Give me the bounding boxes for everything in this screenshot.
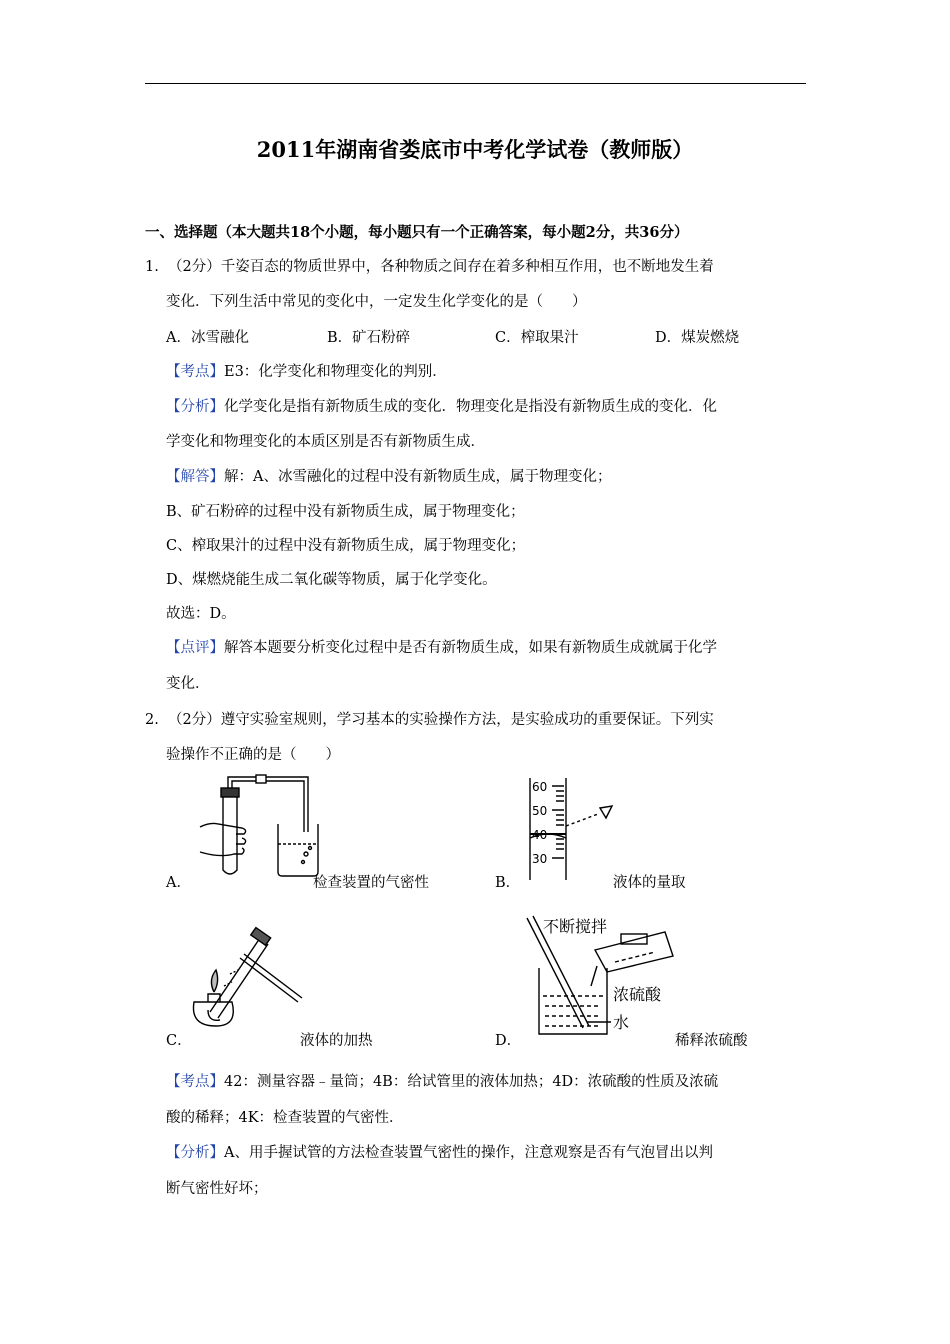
dianping-tag: 【点评】: [166, 640, 224, 656]
q1-option-c: C．榨取果汁: [495, 330, 579, 346]
jieda-text: 解：A、冰雪融化的过程中没有新物质生成，属于物理变化；: [224, 469, 612, 485]
q2-option-a-letter: A．: [166, 875, 191, 891]
q1-stem-line1: （2分）千姿百态的物质世界中，各种物质之间存在着多种相互作用，也不断地发生着: [168, 259, 714, 275]
q2-option-b-caption: 液体的量取: [613, 875, 686, 891]
cylinder-tick-50: 50: [532, 804, 548, 818]
figure-airtightness-check: [190, 772, 320, 882]
q2-fenxi-line1: [166, 1143, 713, 1163]
header-rule: [145, 83, 806, 84]
fenxi-tag: 【分析】: [166, 399, 224, 415]
q1-fenxi-line1: [166, 397, 717, 417]
q2-stem-line1: （2分）遵守实验室规则，学习基本的实验操作方法，是实验成功的重要保证。下列实: [168, 712, 714, 728]
q1-jieda-line3: C、榨取果汁的过程中没有新物质生成，属于物理变化；: [166, 538, 526, 554]
q2-option-c-letter: C．: [166, 1033, 192, 1049]
q2-option-d-letter: D．: [495, 1033, 522, 1049]
q1-kaodian: [166, 362, 447, 382]
q2-number: 2.: [145, 712, 159, 728]
q2-stem-line2: 验操作不正确的是（ ）: [166, 747, 340, 763]
q1-jieda-line2: B、矿石粉碎的过程中没有新物质生成，属于物理变化；: [166, 504, 525, 520]
q2-option-b-letter: B．: [495, 875, 521, 891]
q1-jieda-line5: 故选：D。: [166, 606, 236, 622]
figure-liquid-heating: [190, 930, 305, 1030]
label-keep-stirring: 不断搅拌: [543, 917, 608, 936]
kaodian-tag: 【考点】: [166, 1074, 224, 1090]
section-heading: 一、选择题（本大题共18个小题，每小题只有一个正确答案，每小题2分，共36分）: [145, 224, 689, 241]
q1-fenxi-line2: 学变化和物理变化的本质区别是否有新物质生成．: [166, 434, 485, 450]
figure-diluting-sulfuric-acid: [515, 910, 675, 1040]
cylinder-tick-30: 30: [532, 852, 548, 866]
q2-option-c-caption: 液体的加热: [300, 1033, 373, 1049]
q2-option-a-caption: 检查装置的气密性: [313, 875, 429, 891]
q2-option-d-caption: 稀释浓硫酸: [675, 1033, 748, 1049]
cylinder-tick-40: 40: [532, 828, 548, 842]
kaodian-tag: 【考点】: [166, 364, 224, 380]
q1-stem-line2: 变化．下列生活中常见的变化中，一定发生化学变化的是（ ）: [166, 294, 587, 310]
q2-kaodian-line1: [166, 1072, 718, 1092]
q1-number: 1.: [145, 259, 159, 275]
kaodian-text: 42：测量容器﹣量筒；4B：给试管里的液体加热；4D：浓硫酸的性质及浓硫: [224, 1074, 719, 1090]
label-concentrated-acid: 浓硫酸: [613, 985, 662, 1004]
q1-dianping-line1: [166, 638, 717, 658]
cylinder-tick-60: 60: [532, 780, 548, 794]
page-title: 2011年湖南省娄底市中考化学试卷（教师版）: [256, 137, 694, 162]
fenxi-tag: 【分析】: [166, 1145, 224, 1161]
q2-fenxi-line2: 断气密性好坏；: [166, 1181, 268, 1197]
q2-kaodian-line2: 酸的稀释；4K：检查装置的气密性．: [166, 1110, 404, 1126]
label-water: 水: [613, 1013, 630, 1032]
q1-jieda-line1: [166, 467, 611, 487]
jieda-tag: 【解答】: [166, 469, 224, 485]
q1-option-a: A．冰雪融化: [166, 330, 249, 346]
q1-option-d: D．煤炭燃烧: [655, 330, 740, 346]
fenxi-text: A、用手握试管的方法检查装置气密性的操作，注意观察是否有气泡冒出以判: [224, 1145, 713, 1161]
q1-dianping-line2: 变化．: [166, 676, 210, 692]
q1-jieda-line4: D、煤燃烧能生成二氧化碳等物质，属于化学变化。: [166, 572, 497, 588]
fenxi-text: 化学变化是指有新物质生成的变化．物理变化是指没有新物质生成的变化．化: [224, 399, 717, 415]
dianping-text: 解答本题要分析变化过程中是否有新物质生成，如果有新物质生成就属于化学: [224, 640, 717, 656]
kaodian-text: E3：化学变化和物理变化的判别．: [224, 364, 447, 380]
q1-option-b: B．矿石粉碎: [327, 330, 411, 346]
figure-liquid-measuring: [520, 778, 620, 883]
